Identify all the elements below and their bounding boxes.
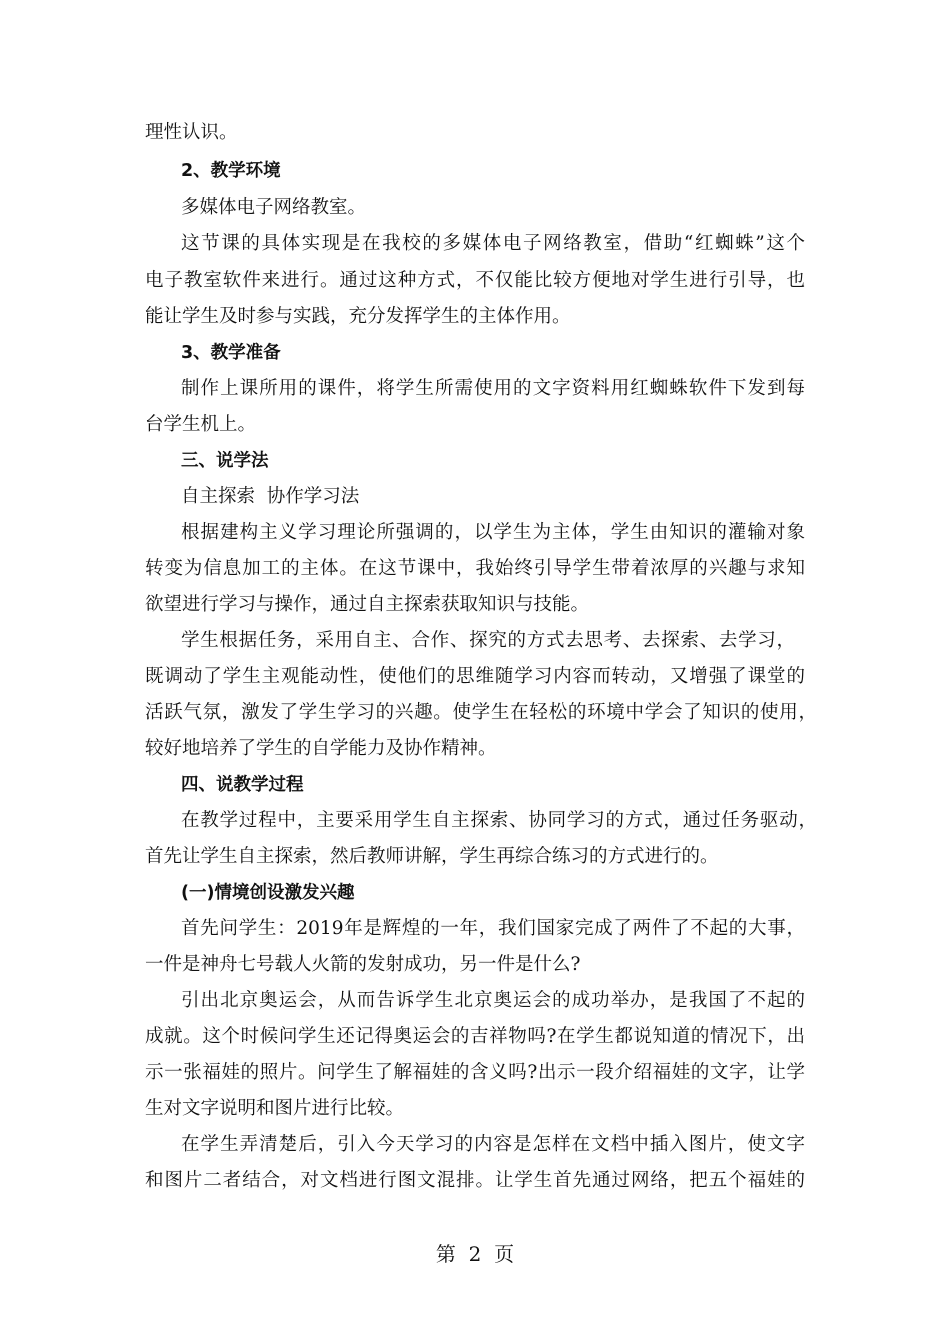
subsection-heading: (一)情境创设激发兴趣	[181, 883, 355, 903]
section-heading: 三、说学法	[181, 451, 269, 471]
text-line: 自主探索 协作学习法	[181, 486, 360, 507]
text-line: 欲望进行学习与操作，通过自主探索获取知识与技能。	[145, 594, 590, 615]
page-number: 第 2 页	[435, 1242, 515, 1266]
text-line: 较好地培养了学生的自学能力及协作精神。	[145, 738, 497, 759]
text-line: 这节课的具体实现是在我校的多媒体电子网络教室，借助“红蜘蛛”这个	[181, 233, 805, 254]
text-line: 引出北京奥运会，从而告诉学生北京奥运会的成功举办，是我国了不起的	[181, 990, 805, 1011]
text-line: 台学生机上。	[145, 414, 257, 435]
text-line: 既调动了学生主观能动性，使他们的思维随学习内容而转动，又增强了课堂的	[145, 666, 805, 687]
text-line: 根据建构主义学习理论所强调的，以学生为主体，学生由知识的灌输对象	[181, 522, 805, 543]
text-line: 学生根据任务，采用自主、合作、探究的方式去思考、去探索、去学习，	[181, 630, 795, 651]
text-line: 首先问学生：2019年是辉煌的一年，我们国家完成了两件了不起的大事，	[181, 918, 805, 939]
section-heading: 2、教学环境	[181, 161, 281, 181]
text-line: 电子教室软件来进行。通过这种方式，不仅能比较方便地对学生进行引导，也	[145, 270, 805, 291]
section-heading: 3、教学准备	[181, 343, 281, 363]
text-line: 制作上课所用的课件，将学生所需使用的文字资料用红蜘蛛软件下发到每	[181, 378, 805, 399]
text-line: 示一张福娃的照片。问学生了解福娃的含义吗?出示一段介绍福娃的文字，让学	[145, 1062, 805, 1083]
text-line: 首先让学生自主探索，然后教师讲解，学生再综合练习的方式进行的。	[145, 846, 719, 867]
text-line: 和图片二者结合，对文档进行图文混排。让学生首先通过网络，把五个福娃的	[145, 1170, 805, 1191]
text-line: 转变为信息加工的主体。在这节课中，我始终引导学生带着浓厚的兴趣与求知	[145, 558, 805, 579]
text-line: 在学生弄清楚后，引入今天学习的内容是怎样在文档中插入图片，使文字	[181, 1134, 805, 1155]
text-line: 能让学生及时参与实践，充分发挥学生的主体作用。	[145, 306, 571, 327]
text-line: 成就。这个时候问学生还记得奥运会的吉祥物吗?在学生都说知道的情况下，出	[145, 1026, 805, 1047]
text-line: 理性认识。	[145, 122, 238, 143]
text-line: 生对文字说明和图片进行比较。	[145, 1098, 405, 1119]
text-line: 活跃气氛，激发了学生学习的兴趣。使学生在轻松的环境中学会了知识的使用，	[145, 702, 817, 723]
text-line: 多媒体电子网络教室。	[181, 197, 367, 218]
text-line: 在教学过程中，主要采用学生自主探索、协同学习的方式，通过任务驱动，	[181, 810, 817, 831]
section-heading: 四、说教学过程	[181, 775, 304, 795]
text-line: 一件是神舟七号载人火箭的发射成功，另一件是什么?	[145, 954, 581, 975]
